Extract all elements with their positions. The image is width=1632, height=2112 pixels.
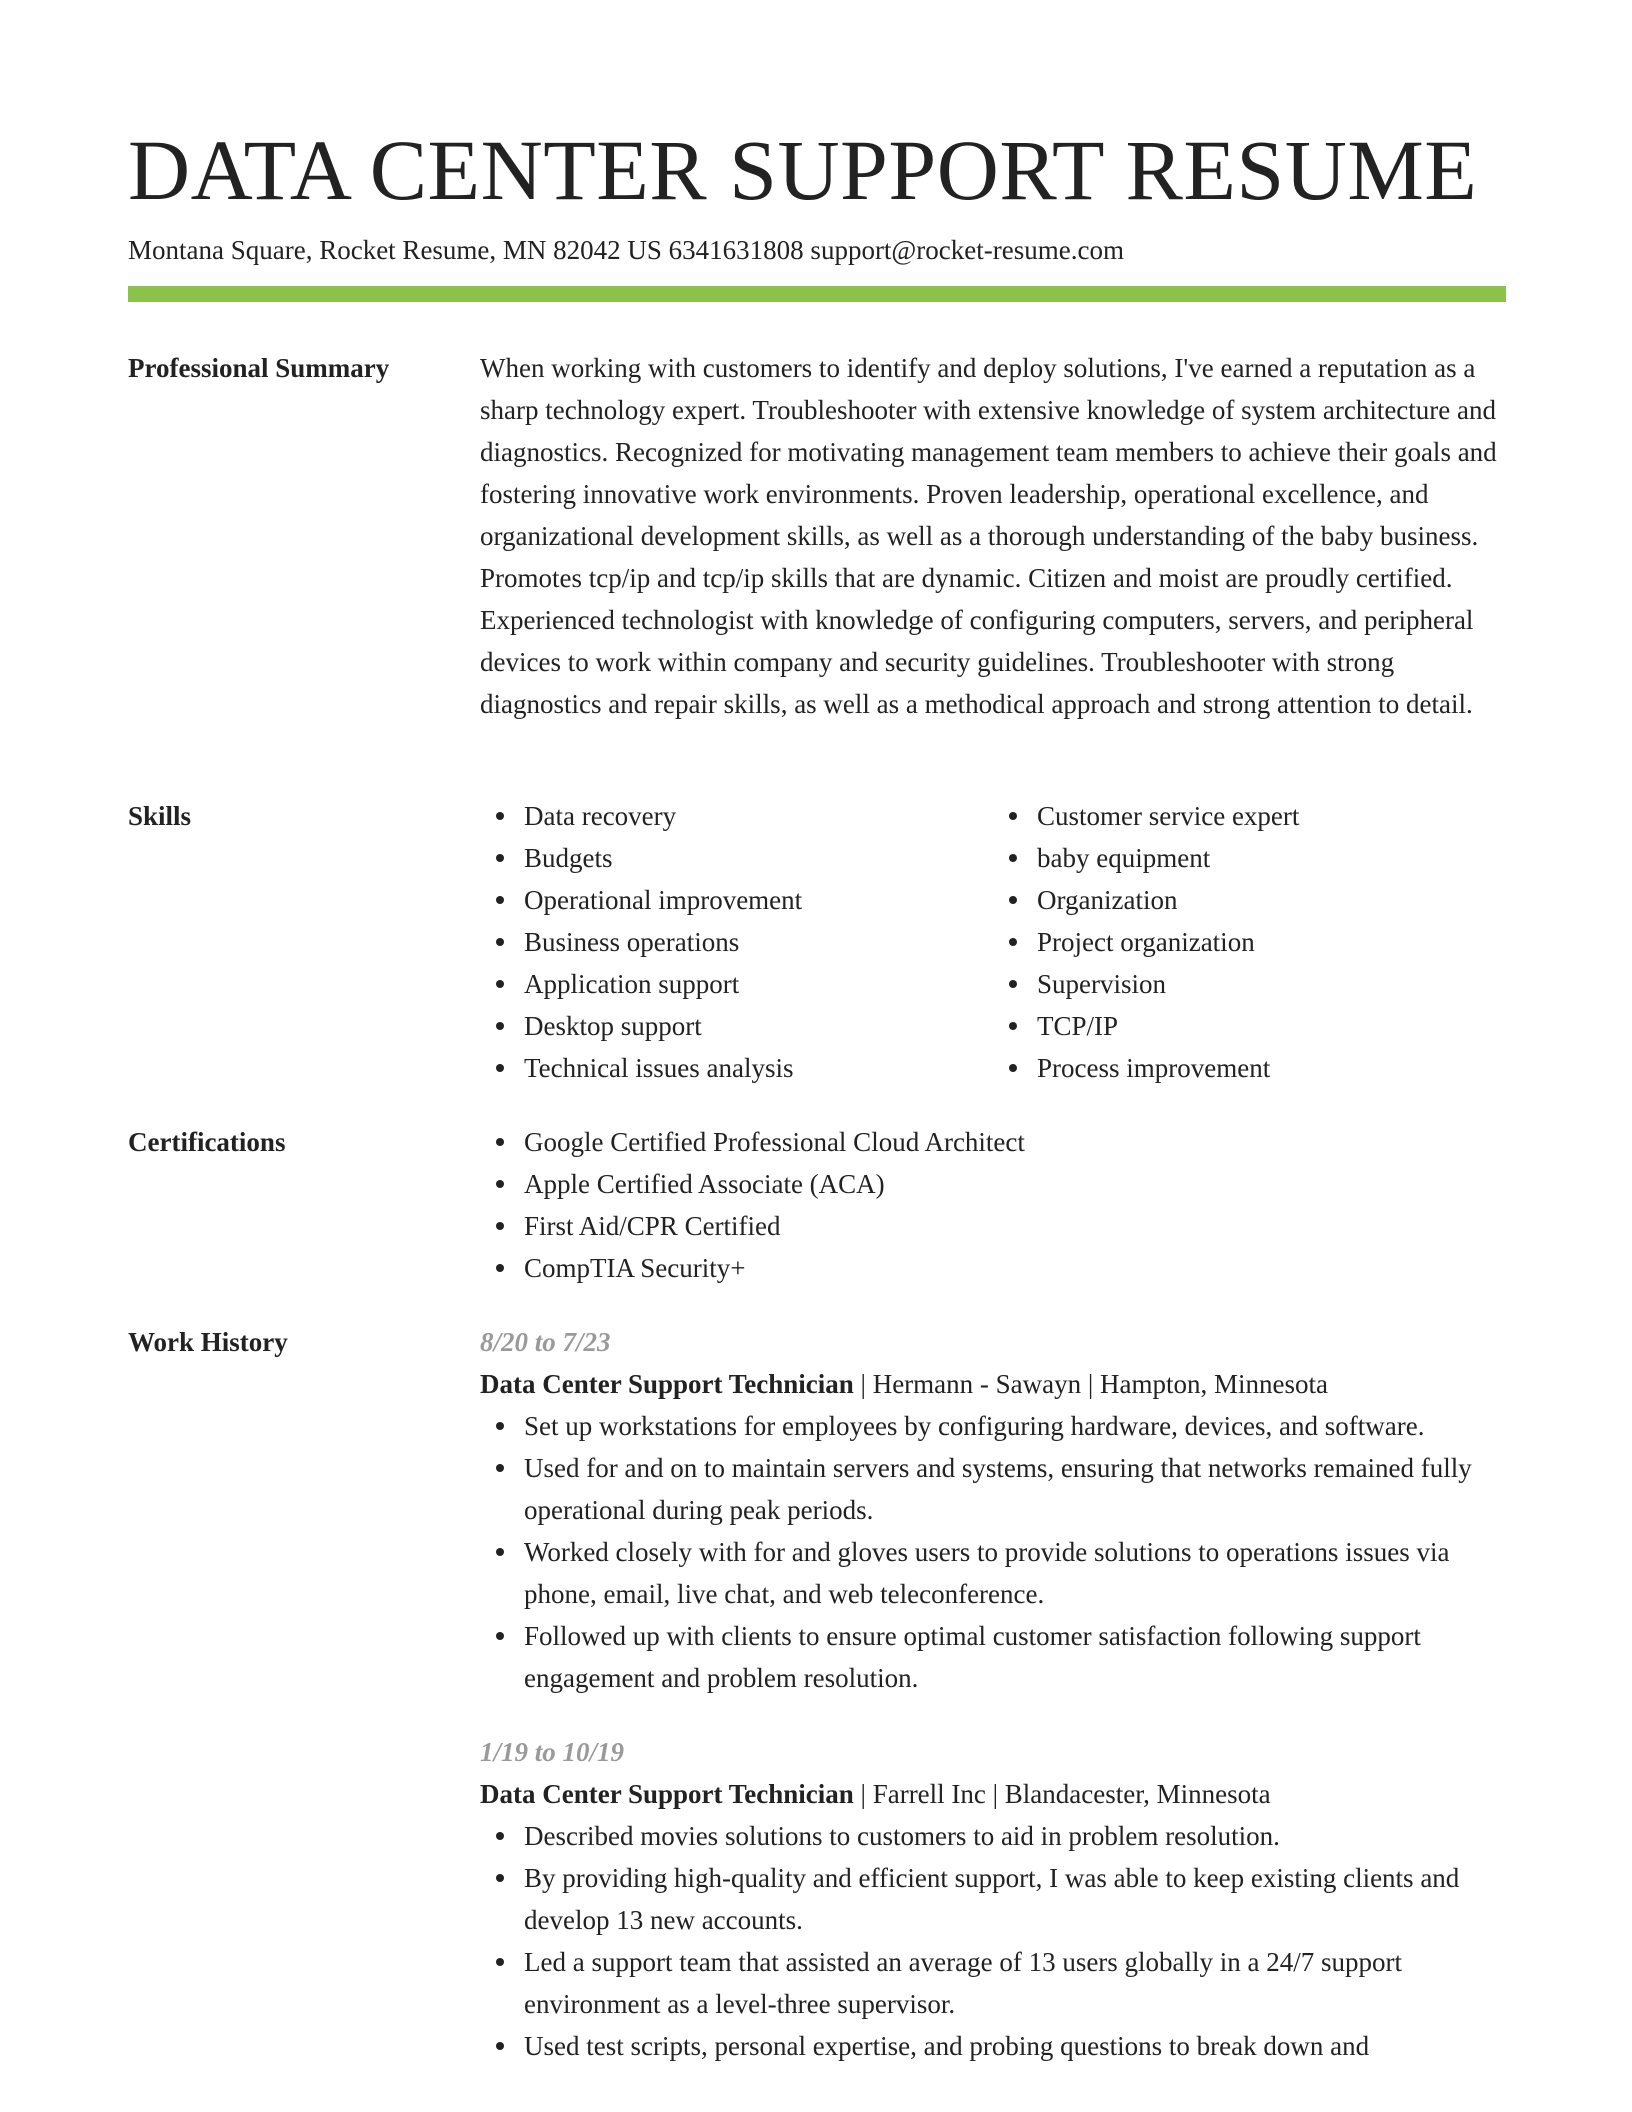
job-heading — [480, 1363, 1506, 1405]
section-label-work-history: Work History — [128, 1327, 288, 1357]
skills-list-left — [480, 795, 993, 1089]
job-bullets — [480, 1815, 1506, 2067]
job-dates: 1/19 to 10/19 — [480, 1737, 625, 1767]
list-item: baby equipment — [1037, 837, 1506, 879]
job-entry — [480, 1731, 1506, 2067]
summary-body — [480, 347, 1506, 725]
list-item: Organization — [1037, 879, 1506, 921]
list-item: Supervision — [1037, 963, 1506, 1005]
section-label-certifications: Certifications — [128, 1127, 286, 1157]
list-item: Set up workstations for employees by configuring hardware, devices, and software. — [524, 1405, 1506, 1447]
list-item: Desktop support — [524, 1005, 993, 1047]
list-item: Worked closely with for and gloves users to provide solutions to operations issues via phone, email, live chat, and web teleconference. — [524, 1531, 1506, 1615]
list-item: By providing high-quality and efficient support, I was able to keep existing clients and develop 13 new accounts. — [524, 1857, 1506, 1941]
list-item: Business operations — [524, 921, 993, 963]
list-item: Operational improvement — [524, 879, 993, 921]
list-item: Used test scripts, personal expertise, and probing questions to break down and — [524, 2025, 1506, 2067]
list-item: Application support — [524, 963, 993, 1005]
skills-list-right — [993, 795, 1506, 1089]
list-item: Described movies solutions to customers to aid in problem resolution. — [524, 1815, 1506, 1857]
list-item: Process improvement — [1037, 1047, 1506, 1089]
resume-title: DATA CENTER SUPPORT RESUME — [128, 122, 1478, 218]
certifications-list — [480, 1121, 1506, 1289]
list-item: Used for and on to maintain servers and systems, ensuring that networks remained fully operational during peak periods. — [524, 1447, 1506, 1531]
section-label-summary: Professional Summary — [128, 353, 390, 383]
list-item: Apple Certified Associate (ACA) — [524, 1163, 1506, 1205]
job-heading — [480, 1773, 1506, 1815]
job-details: | Farrell Inc | Blandacester, Minnesota — [853, 1779, 1271, 1809]
list-item: Project organization — [1037, 921, 1506, 963]
work-history-body — [480, 1321, 1506, 2099]
list-item: Google Certified Professional Cloud Architect — [524, 1121, 1506, 1163]
skills-columns — [480, 795, 1506, 1089]
list-item: Customer service expert — [1037, 795, 1506, 837]
list-item: TCP/IP — [1037, 1005, 1506, 1047]
list-item: CompTIA Security+ — [524, 1247, 1506, 1289]
list-item: Technical issues analysis — [524, 1047, 993, 1089]
list-item: Budgets — [524, 837, 993, 879]
contact-line: Montana Square, Rocket Resume, MN 82042 US 6341631808 support@rocket-resume.com — [128, 235, 1124, 265]
certifications-body — [480, 1121, 1506, 1289]
job-details: | Hermann - Sawayn | Hampton, Minnesota — [853, 1369, 1329, 1399]
job-bullets — [480, 1405, 1506, 1699]
list-item: First Aid/CPR Certified — [524, 1205, 1506, 1247]
summary-text: When working with customers to identify and deploy solutions, I've earned a reputation as a sharp technology expert. Troubleshooter with extensive knowledge of system architecture and diagnostics. Recognized for motivating management team members to achieve their goals and fostering innovative work environments. Proven leadership, operational excellence, and organizational development skills, as well as a thorough understanding of the baby business. Promotes tcp/ip and tcp/ip skills that are dynamic. Citizen and moist are proudly certified. Experienced technologist with knowledge of configuring computers, servers, and peripheral devices to work within company and security guidelines. Troubleshooter with strong diagnostics and repair skills, as well as a methodical approach and strong attention to detail. — [480, 353, 1497, 719]
job-title: Data Center Support Technician — [480, 1779, 854, 1809]
job-title: Data Center Support Technician — [480, 1369, 854, 1399]
list-item: Data recovery — [524, 795, 993, 837]
list-item: Led a support team that assisted an average of 13 users globally in a 24/7 support environment as a level-three supervisor. — [524, 1941, 1506, 2025]
skills-body — [480, 795, 1506, 1089]
job-dates: 8/20 to 7/23 — [480, 1327, 611, 1357]
section-label-skills: Skills — [128, 801, 192, 831]
job-entry — [480, 1321, 1506, 1699]
list-item: Followed up with clients to ensure optimal customer satisfaction following support engagement and problem resolution. — [524, 1615, 1506, 1699]
accent-divider — [128, 286, 1506, 302]
